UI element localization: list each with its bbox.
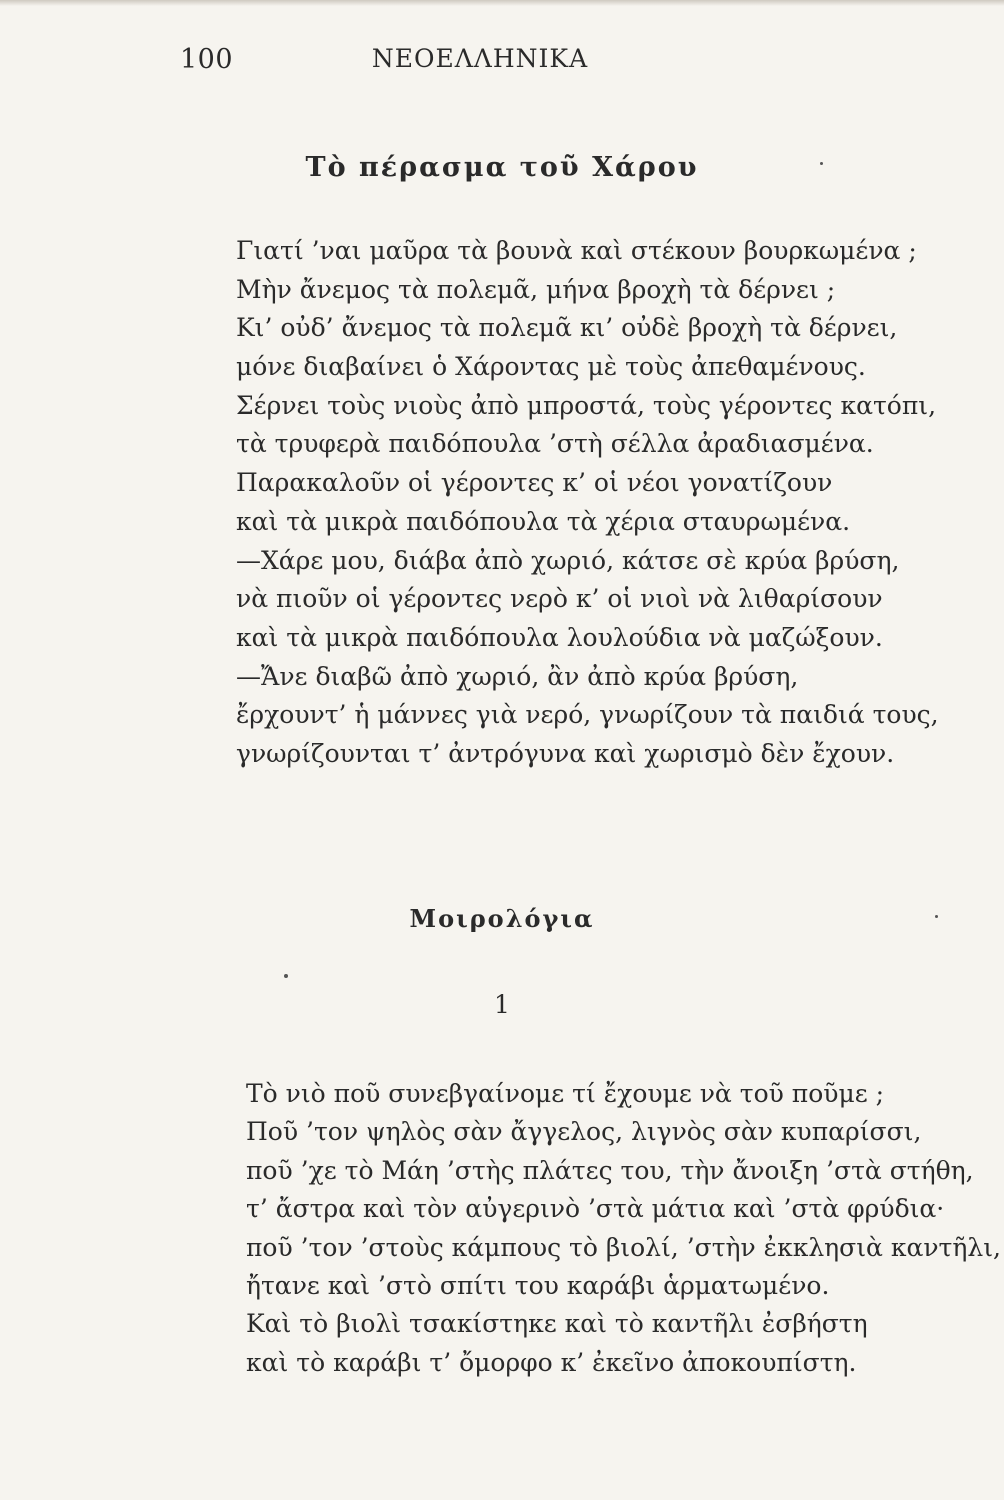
- print-speck: [935, 915, 938, 918]
- page-header: [180, 44, 780, 84]
- verse-line: Καὶ τὸ βιολὶ τσακίστηκε καὶ τὸ καντῆλι ἐσβήστη: [246, 1309, 868, 1339]
- verse-line: Κι’ οὐδ’ ἄνεμος τὰ πολεμᾶ κι’ οὐδὲ βροχὴ τὰ δέρνει,: [236, 313, 898, 343]
- verse-line: νὰ πιοῦν οἱ γέροντες νερὸ κ’ οἱ νιοὶ νὰ λιθαρίσουν: [236, 584, 883, 614]
- verse-line: —Χάρε μου, διάβα ἀπὸ χωριό, κάτσε σὲ κρύα βρύση,: [236, 545, 900, 575]
- poem-number: 1: [494, 990, 510, 1019]
- verse-line: ποῦ ’τον ’στοὺς κάμπους τὸ βιολί, ’στὴν ἐκκλησιὰ καντῆλι,: [246, 1232, 1001, 1262]
- print-speck: [820, 162, 823, 165]
- verse-line: Μὴν ἄνεμος τὰ πολεμᾶ, μήνα βροχὴ τὰ δέρνει ;: [236, 274, 836, 304]
- print-speck: [284, 974, 288, 978]
- section-title-moirologia: Μοιρολόγια: [409, 904, 595, 933]
- page-number: 100: [180, 44, 234, 75]
- verse-line: τ’ ἄστρα καὶ τὸν αὐγερινὸ ’στὰ μάτια καὶ ’στὰ φρύδια·: [246, 1194, 945, 1224]
- verse-line: Ποῦ ’τον ψηλὸς σὰν ἄγγελος, λιγνὸς σὰν κυπαρίσσι,: [246, 1117, 922, 1147]
- verse-line: Τὸ νιὸ ποῦ συνεβγαίνομε τί ἔχουμε νὰ τοῦ ποῦμε ;: [246, 1079, 885, 1108]
- verse-line: καὶ τὰ μικρὰ παιδόπουλα λουλούδια νὰ μαζώξουν.: [236, 622, 883, 652]
- verse-line: Γιατί ’ναι μαῦρα τὰ βουνὰ καὶ στέκουν βουρκωμένα ;: [236, 236, 917, 265]
- verse-line: τὰ τρυφερὰ παιδόπουλα ’στὴ σέλλα ἀραδιασμένα.: [236, 429, 874, 459]
- verse-line: Παρακαλοῦν οἱ γέροντες κ’ οἱ νέοι γονατίζουν: [236, 468, 833, 498]
- verse-line: ἤτανε καὶ ’στὸ σπίτι του καράβι ἁρματωμένο.: [246, 1270, 830, 1300]
- poem-title-charos: Τὸ πέρασμα τοῦ Χάρου: [305, 152, 699, 183]
- verse-line: καὶ τὸ καράβι τ’ ὄμορφο κ’ ἐκεῖνο ἀποκουπίστη.: [246, 1347, 857, 1377]
- poem-charos: [236, 232, 939, 774]
- poem-moirologi-1: [246, 1075, 1001, 1382]
- verse-line: καὶ τὰ μικρὰ παιδόπουλα τὰ χέρια σταυρωμένα.: [236, 506, 851, 536]
- verse-line: —Ἄνε διαβῶ ἀπὸ χωριό, ἂν ἀπὸ κρύα βρύση,: [236, 661, 799, 691]
- verse-line: μόνε διαβαίνει ὁ Χάροντας μὲ τοὺς ἀπεθαμένους.: [236, 352, 866, 382]
- verse-line: ἔρχουντ’ ἡ μάννες γιὰ νερό, γνωρίζουν τὰ παιδιά τους,: [236, 700, 939, 730]
- verse-line: ποῦ ’χε τὸ Μάη ’στὴς πλάτες του, τὴν ἄνοιξη ’στὰ στήθη,: [246, 1155, 974, 1185]
- verse-line: γνωρίζουνται τ’ ἀντρόγυνα καὶ χωρισμὸ δὲν ἔχουν.: [236, 738, 895, 768]
- running-title: ΝΕΟΕΛΛΗΝΙΚΑ: [371, 44, 589, 73]
- verse-line: Σέρνει τοὺς νιοὺς ἀπὸ μπροστά, τοὺς γέροντες κατόπι,: [236, 390, 937, 420]
